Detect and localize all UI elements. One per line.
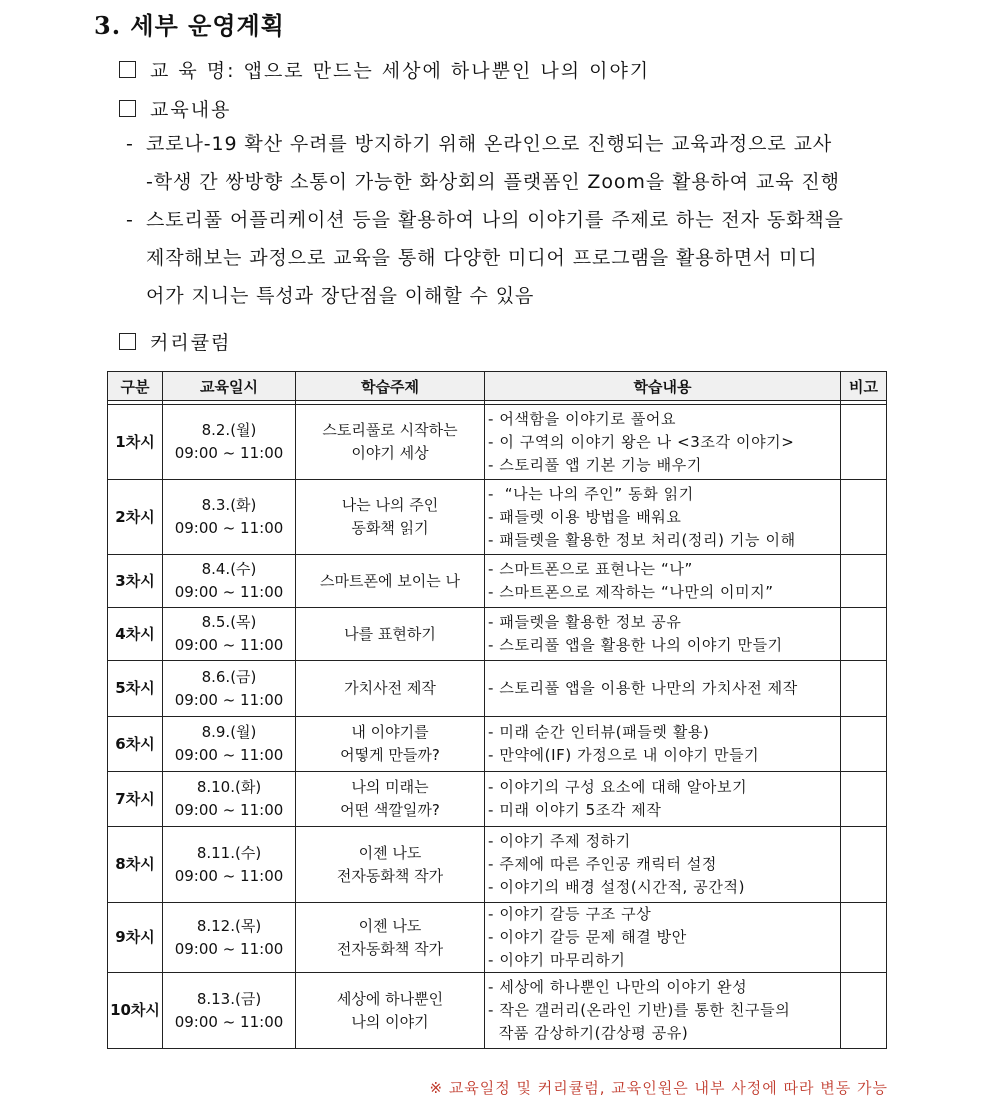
edu-content-label: 교육내용 [150,99,232,121]
date-text: 8.4.(수) [201,560,257,578]
date-text: 8.13.(금) [196,989,262,1008]
content-line: - 스토리풀 앱 기본 기능 배우기 [488,455,702,474]
time-text: 09:00 ~ 11:00 [174,690,284,709]
time-text: 09:00 ~ 11:00 [174,1012,284,1031]
table-row [108,973,887,1049]
date-text: 8.11.(수) [196,843,262,862]
time-text: 09:00 ~ 11:00 [174,939,284,958]
session-cell: 3차시 [108,555,163,608]
content-line: - 만약에(IF) 가정으로 내 이야기 만들기 [488,746,760,764]
content-line: - 이야기 주제 정하기 [488,832,631,850]
note-cell [841,903,887,973]
time-text: 09:00 ~ 11:00 [174,801,284,819]
date-cell [163,903,296,973]
topic-cell [296,903,485,973]
content-cell [485,405,841,480]
content-line: - “나는 나의 주인” 동화 읽기 [488,484,694,503]
content-line: - 스마트폰으로 표현나는 “나” [488,560,693,578]
checkbox-icon [119,333,136,350]
topic-line: 나의 이야기 [351,1012,429,1031]
content-cell [485,772,841,827]
date-cell [163,717,296,772]
header-date: 교육일시 [163,372,296,401]
topic-cell [296,717,485,772]
note-cell [841,661,887,717]
topic-line: 이젠 나도 [358,843,422,862]
date-cell [163,608,296,661]
content-line: - 이야기 마무리하기 [488,951,626,969]
date-text: 8.2.(월) [201,421,257,439]
date-text: 8.6.(금) [201,667,257,686]
content-line: 작품 감상하기(감상평 공유) [488,1024,689,1042]
topic-cell [296,661,485,717]
topic-cell [296,973,485,1049]
note-cell [841,973,887,1049]
table-row [108,903,887,973]
table-body [108,401,887,1049]
topic-cell [296,608,485,661]
curriculum-table [107,371,887,1049]
content-cell [485,973,841,1049]
content-line: - 스마트폰으로 제작하는 “나만의 이미지” [488,583,774,601]
time-text: 09:00 ~ 11:00 [174,866,284,885]
checkbox-icon [119,100,136,117]
content-line: - 작은 갤러리(온라인 기반)를 통한 친구들의 [488,1001,791,1019]
content-cell [485,608,841,661]
note-cell [841,480,887,555]
topic-line: 이야기 세상 [351,444,429,462]
header-session: 구분 [108,372,163,401]
topic-line: 전자동화책 작가 [336,866,444,885]
content-line: - 패들렛을 활용한 정보 처리(정리) 기능 이해 [488,530,796,549]
content-cell [485,903,841,973]
topic-line: 어떻게 만들까? [340,746,440,764]
note-cell [841,405,887,480]
header-topic: 학습주제 [296,372,485,401]
note-cell [841,772,887,827]
session-cell: 4차시 [108,608,163,661]
time-text: 09:00 ~ 11:00 [174,746,284,764]
topic-line: 가치사전 제작 [344,679,436,697]
content-cell [485,661,841,717]
content-line: - 이야기 갈등 구조 구상 [488,905,652,923]
table-row [108,405,887,480]
table-row [108,772,887,827]
content-line: - 패들렛 이용 방법을 배워요 [488,507,682,526]
content-line: - 스토리풀 앱을 활용한 나의 이야기 만들기 [488,636,783,654]
topic-line: 스토리풀로 시작하는 [322,421,458,439]
topic-line: 나를 표현하기 [344,624,436,643]
content-line: - 미래 순간 인터뷰(패들렛 활용) [488,723,710,741]
session-cell: 5차시 [108,661,163,717]
content-cell [485,717,841,772]
date-cell [163,772,296,827]
content-items [126,125,888,315]
date-cell [163,827,296,903]
section-title: 3. 세부 운영계획 [94,11,285,40]
time-text: 09:00 ~ 11:00 [174,583,284,601]
content-item-1-line-2: -학생 간 쌍방향 소통이 가능한 화상회의 플랫폼인 Zoom을 활용하여 교육 진행 [146,171,840,193]
note-cell [841,555,887,608]
curriculum-heading [119,328,231,355]
content-cell [485,555,841,608]
topic-cell [296,772,485,827]
content-line: - 이야기의 배경 설정(시간적, 공간적) [488,878,746,896]
session-cell: 7차시 [108,772,163,827]
edu-content-heading [119,95,231,122]
topic-line: 나의 미래는 [351,778,429,796]
date-text: 8.3.(화) [201,496,257,514]
content-line: - 주제에 따른 주인공 캐릭터 설정 [488,855,718,873]
topic-cell [296,405,485,480]
date-text: 8.12.(목) [196,916,262,935]
content-line: - 스토리풀 앱을 이용한 나만의 가치사전 제작 [488,679,798,697]
topic-cell [296,827,485,903]
edu-name-line [119,56,650,83]
content-line: - 패들렛을 활용한 정보 공유 [488,613,682,631]
topic-line: 이젠 나도 [358,916,422,935]
time-text: 09:00 ~ 11:00 [174,444,284,462]
topic-line: 어떤 색깔일까? [340,801,440,819]
content-line: - 이야기 갈등 문제 해결 방안 [488,928,687,946]
date-text: 8.5.(목) [201,613,257,631]
table-row [108,480,887,555]
session-cell: 1차시 [108,405,163,480]
curriculum-label: 커리큘럼 [150,332,232,354]
time-text: 09:00 ~ 11:00 [174,519,284,537]
footnote: ※ 교육일정 및 커리큘럼, 교육인원은 내부 사정에 따라 변동 가능 [429,1079,888,1097]
content-item-1-line-1: - 코로나-19 확산 우려를 방지하기 위해 온라인으로 진행되는 교육과정으로 교사 [126,133,833,155]
checkbox-icon [119,61,136,78]
date-cell [163,661,296,717]
content-line: - 어색함을 이야기로 풀어요 [488,409,677,428]
session-cell: 2차시 [108,480,163,555]
topic-line: 나는 나의 주인 [341,496,439,514]
topic-line: 내 이야기를 [351,723,429,741]
edu-name-label: 교 육 명: [150,60,236,82]
edu-name-value: 앱으로 만드는 세상에 하나뿐인 나의 이야기 [243,60,651,82]
date-text: 8.10.(화) [196,778,262,796]
content-line: - 이야기의 구성 요소에 대해 알아보기 [488,778,748,796]
session-cell: 8차시 [108,827,163,903]
topic-line: 스마트폰에 보이는 나 [320,571,460,590]
content-cell [485,827,841,903]
content-item-2-line-1: - 스토리풀 어플리케이션 등을 활용하여 나의 이야기를 주제로 하는 전자 동화책을 [126,209,844,231]
session-cell: 6차시 [108,717,163,772]
date-cell [163,555,296,608]
content-line: - 미래 이야기 5조각 제작 [488,801,662,819]
header-note: 비고 [841,372,887,401]
date-cell [163,973,296,1049]
topic-cell [296,480,485,555]
table-row [108,661,887,717]
content-line: - 세상에 하나뿐인 나만의 이야기 완성 [488,978,748,996]
date-cell [163,405,296,480]
content-cell [485,480,841,555]
note-cell [841,717,887,772]
table-row [108,827,887,903]
date-cell [163,480,296,555]
topic-line: 전자동화책 작가 [336,939,444,958]
time-text: 09:00 ~ 11:00 [174,636,284,654]
date-text: 8.9.(월) [201,723,257,741]
table-row [108,717,887,772]
topic-line: 동화책 읽기 [351,519,429,537]
header-content: 학습내용 [485,372,841,401]
topic-cell [296,555,485,608]
table-header-row [108,372,887,401]
content-item-2-line-3: 어가 지니는 특성과 장단점을 이해할 수 있음 [146,285,535,307]
content-item-2-line-2: 제작해보는 과정으로 교육을 통해 다양한 미디어 프로그램을 활용하면서 미디 [146,247,818,269]
session-cell: 9차시 [108,903,163,973]
table-row [108,555,887,608]
session-cell: 10차시 [108,973,163,1049]
note-cell [841,608,887,661]
table-row [108,608,887,661]
content-line: - 이 구역의 이야기 왕은 나 <3조각 이야기> [488,432,795,451]
topic-line: 세상에 하나뿐인 [336,989,444,1008]
note-cell [841,827,887,903]
